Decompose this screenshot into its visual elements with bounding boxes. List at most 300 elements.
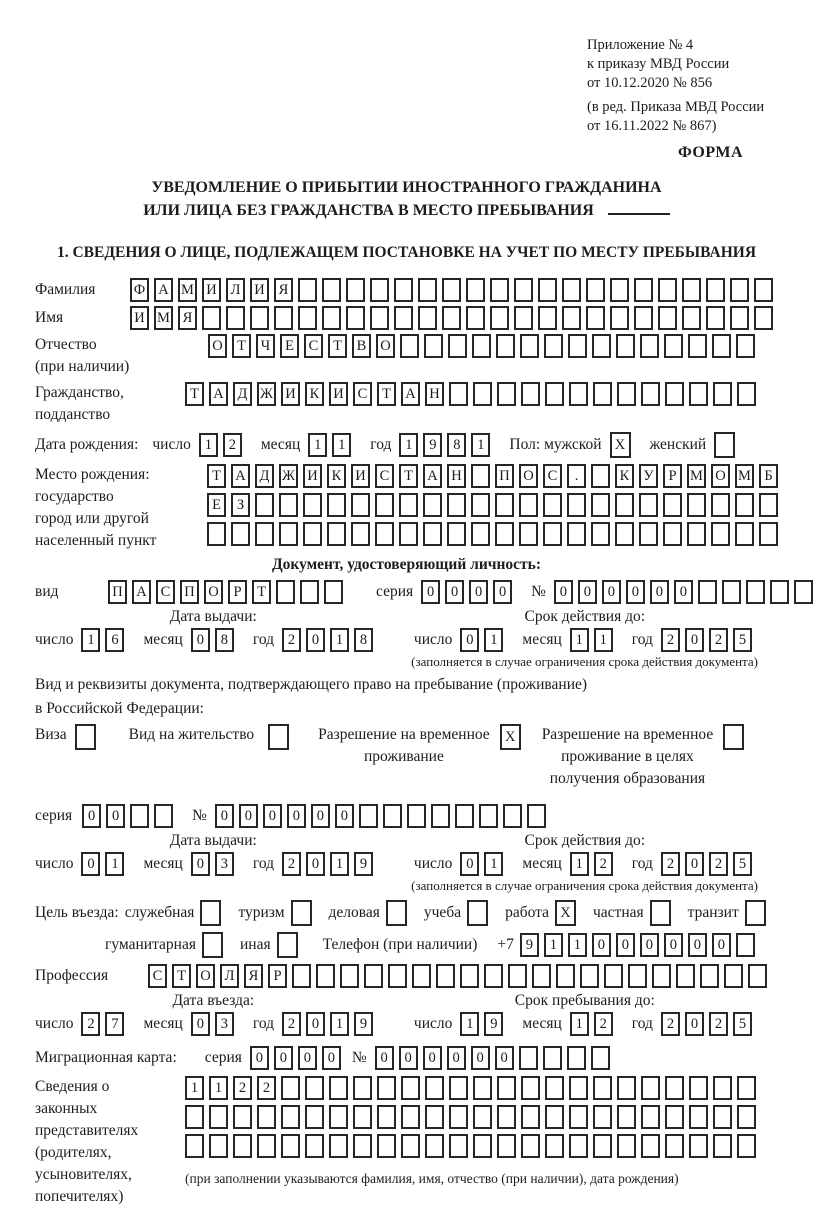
representatives-row1-cells[interactable] — [185, 1076, 761, 1100]
form-cell[interactable] — [375, 493, 394, 517]
form-cell[interactable]: 0 — [592, 933, 611, 957]
surname-cells[interactable] — [130, 278, 778, 302]
form-cell[interactable] — [665, 1076, 684, 1100]
until-month-cells[interactable] — [570, 1012, 618, 1036]
form-cell[interactable]: 0 — [239, 804, 258, 828]
doc-number-cells[interactable] — [554, 580, 818, 604]
form-cell[interactable]: 0 — [81, 852, 100, 876]
form-cell[interactable] — [185, 1105, 204, 1129]
form-cell[interactable]: И — [281, 382, 300, 406]
mc-number-cells[interactable] — [375, 1046, 615, 1070]
form-cell[interactable] — [711, 493, 730, 517]
form-cell[interactable] — [351, 493, 370, 517]
form-cell[interactable] — [472, 334, 491, 358]
form-cell[interactable] — [591, 522, 610, 546]
form-cell[interactable]: И — [202, 278, 221, 302]
form-cell[interactable]: 0 — [298, 1046, 317, 1070]
form-cell[interactable] — [329, 1134, 348, 1158]
form-cell[interactable] — [735, 522, 754, 546]
form-cell[interactable]: 0 — [191, 852, 210, 876]
form-cell[interactable]: X — [500, 724, 521, 750]
form-cell[interactable]: 0 — [335, 804, 354, 828]
form-cell[interactable] — [736, 334, 755, 358]
form-cell[interactable] — [327, 493, 346, 517]
form-cell[interactable] — [471, 493, 490, 517]
form-cell[interactable]: 1 — [332, 433, 351, 457]
form-cell[interactable] — [233, 1105, 252, 1129]
form-cell[interactable]: 0 — [191, 628, 210, 652]
birthdate-day-cells[interactable] — [199, 433, 247, 457]
form-cell[interactable] — [580, 964, 599, 988]
form-cell[interactable] — [425, 1105, 444, 1129]
form-cell[interactable]: Л — [226, 278, 245, 302]
form-cell[interactable] — [495, 522, 514, 546]
form-cell[interactable]: 2 — [661, 852, 680, 876]
form-cell[interactable]: 1 — [568, 933, 587, 957]
form-cell[interactable]: 2 — [661, 628, 680, 652]
form-cell[interactable] — [423, 522, 442, 546]
form-cell[interactable]: Т — [399, 464, 418, 488]
form-cell[interactable]: 1 — [471, 433, 490, 457]
entry-year-cells[interactable] — [282, 1012, 378, 1036]
form-cell[interactable] — [519, 1046, 538, 1070]
form-cell[interactable]: Т — [185, 382, 204, 406]
form-cell[interactable]: 0 — [469, 580, 488, 604]
form-cell[interactable] — [617, 1076, 636, 1100]
form-cell[interactable] — [257, 1134, 276, 1158]
purpose-other-checkbox[interactable] — [277, 932, 303, 958]
form-cell[interactable] — [471, 522, 490, 546]
form-cell[interactable]: 0 — [399, 1046, 418, 1070]
form-cell[interactable] — [519, 522, 538, 546]
form-cell[interactable] — [543, 1046, 562, 1070]
form-cell[interactable] — [586, 278, 605, 302]
form-cell[interactable] — [682, 278, 701, 302]
form-cell[interactable] — [281, 1076, 300, 1100]
form-cell[interactable] — [277, 932, 298, 958]
form-cell[interactable] — [322, 278, 341, 302]
form-cell[interactable] — [449, 1134, 468, 1158]
form-cell[interactable] — [713, 1076, 732, 1100]
form-cell[interactable]: 0 — [685, 1012, 704, 1036]
form-cell[interactable] — [346, 306, 365, 330]
form-cell[interactable] — [226, 306, 245, 330]
form-cell[interactable] — [641, 1076, 660, 1100]
form-cell[interactable]: А — [423, 464, 442, 488]
form-cell[interactable] — [754, 306, 773, 330]
form-cell[interactable] — [340, 964, 359, 988]
form-cell[interactable] — [401, 1076, 420, 1100]
form-cell[interactable] — [209, 1134, 228, 1158]
form-cell[interactable]: 7 — [105, 1012, 124, 1036]
form-cell[interactable] — [442, 278, 461, 302]
form-cell[interactable]: Ж — [279, 464, 298, 488]
form-cell[interactable] — [279, 493, 298, 517]
form-cell[interactable]: Н — [447, 464, 466, 488]
form-cell[interactable] — [279, 522, 298, 546]
form-cell[interactable] — [770, 580, 789, 604]
form-cell[interactable]: 2 — [223, 433, 242, 457]
form-cell[interactable] — [209, 1105, 228, 1129]
form-cell[interactable] — [665, 1105, 684, 1129]
form-cell[interactable] — [448, 334, 467, 358]
sex-male-checkbox[interactable] — [610, 432, 636, 458]
form-cell[interactable]: 0 — [306, 852, 325, 876]
form-cell[interactable] — [207, 522, 226, 546]
phone-cells[interactable] — [520, 933, 760, 957]
issue-month-cells[interactable] — [191, 852, 239, 876]
citizenship-cells[interactable] — [185, 382, 761, 406]
form-cell[interactable] — [745, 900, 766, 926]
form-cell[interactable] — [292, 964, 311, 988]
form-cell[interactable] — [628, 964, 647, 988]
form-cell[interactable] — [593, 1105, 612, 1129]
form-cell[interactable] — [748, 964, 767, 988]
form-cell[interactable] — [754, 278, 773, 302]
form-cell[interactable]: 6 — [105, 628, 124, 652]
form-cell[interactable]: Р — [228, 580, 247, 604]
form-cell[interactable]: И — [130, 306, 149, 330]
form-cell[interactable] — [794, 580, 813, 604]
form-cell[interactable]: 0 — [674, 580, 693, 604]
form-cell[interactable]: Я — [178, 306, 197, 330]
form-cell[interactable] — [255, 522, 274, 546]
form-cell[interactable] — [291, 900, 312, 926]
birthdate-year-cells[interactable] — [399, 433, 495, 457]
form-cell[interactable] — [377, 1105, 396, 1129]
form-cell[interactable] — [652, 964, 671, 988]
form-cell[interactable] — [759, 522, 778, 546]
form-cell[interactable] — [399, 493, 418, 517]
form-cell[interactable]: 0 — [493, 580, 512, 604]
form-cell[interactable]: 0 — [274, 1046, 293, 1070]
form-cell[interactable] — [687, 522, 706, 546]
form-cell[interactable] — [154, 804, 173, 828]
form-cell[interactable] — [617, 382, 636, 406]
form-cell[interactable] — [682, 306, 701, 330]
form-cell[interactable]: 0 — [554, 580, 573, 604]
form-cell[interactable]: 0 — [712, 933, 731, 957]
form-cell[interactable]: 2 — [709, 628, 728, 652]
form-cell[interactable] — [538, 306, 557, 330]
form-cell[interactable] — [527, 804, 546, 828]
form-cell[interactable]: Р — [268, 964, 287, 988]
form-cell[interactable] — [305, 1076, 324, 1100]
form-cell[interactable]: И — [303, 464, 322, 488]
form-cell[interactable] — [386, 900, 407, 926]
form-cell[interactable] — [687, 493, 706, 517]
form-cell[interactable] — [569, 382, 588, 406]
form-cell[interactable]: 9 — [484, 1012, 503, 1036]
form-cell[interactable] — [455, 804, 474, 828]
form-cell[interactable] — [281, 1105, 300, 1129]
form-cell[interactable] — [746, 580, 765, 604]
form-cell[interactable] — [514, 306, 533, 330]
form-cell[interactable] — [569, 1134, 588, 1158]
form-cell[interactable] — [700, 964, 719, 988]
form-cell[interactable] — [640, 334, 659, 358]
form-cell[interactable]: 1 — [570, 628, 589, 652]
form-cell[interactable]: Д — [255, 464, 274, 488]
edu-permit-checkbox[interactable] — [723, 724, 749, 750]
form-cell[interactable] — [401, 1105, 420, 1129]
form-cell[interactable] — [412, 964, 431, 988]
form-cell[interactable] — [503, 804, 522, 828]
form-cell[interactable] — [300, 580, 319, 604]
form-cell[interactable]: 0 — [688, 933, 707, 957]
purpose-study-checkbox[interactable] — [467, 900, 493, 926]
form-cell[interactable]: 0 — [287, 804, 306, 828]
form-cell[interactable]: Д — [233, 382, 252, 406]
residence-series-cells[interactable] — [82, 804, 178, 828]
form-cell[interactable]: А — [231, 464, 250, 488]
form-cell[interactable]: З — [231, 493, 250, 517]
form-cell[interactable]: Р — [663, 464, 682, 488]
form-cell[interactable] — [303, 522, 322, 546]
form-cell[interactable] — [327, 522, 346, 546]
form-cell[interactable]: 1 — [484, 852, 503, 876]
form-cell[interactable] — [202, 932, 223, 958]
birthplace-row2-cells[interactable] — [207, 493, 783, 517]
purpose-official-checkbox[interactable] — [200, 900, 226, 926]
form-cell[interactable]: 0 — [640, 933, 659, 957]
form-cell[interactable] — [713, 1134, 732, 1158]
form-cell[interactable] — [562, 278, 581, 302]
form-cell[interactable] — [383, 804, 402, 828]
form-cell[interactable] — [713, 382, 732, 406]
form-cell[interactable]: 1 — [185, 1076, 204, 1100]
until-year-cells[interactable] — [661, 1012, 757, 1036]
form-cell[interactable] — [447, 522, 466, 546]
form-cell[interactable] — [466, 306, 485, 330]
form-cell[interactable] — [495, 493, 514, 517]
form-cell[interactable]: 0 — [375, 1046, 394, 1070]
form-cell[interactable] — [545, 1105, 564, 1129]
form-cell[interactable]: С — [543, 464, 562, 488]
form-cell[interactable] — [425, 1076, 444, 1100]
purpose-private-checkbox[interactable] — [650, 900, 676, 926]
form-cell[interactable] — [567, 522, 586, 546]
form-cell[interactable] — [689, 1076, 708, 1100]
form-cell[interactable] — [298, 278, 317, 302]
form-cell[interactable] — [724, 964, 743, 988]
form-cell[interactable]: 2 — [709, 852, 728, 876]
form-cell[interactable] — [423, 493, 442, 517]
form-cell[interactable] — [641, 1105, 660, 1129]
form-cell[interactable] — [276, 580, 295, 604]
form-cell[interactable] — [353, 1076, 372, 1100]
form-cell[interactable] — [617, 1105, 636, 1129]
name-cells[interactable] — [130, 306, 778, 330]
form-cell[interactable] — [424, 334, 443, 358]
form-cell[interactable]: О — [519, 464, 538, 488]
form-cell[interactable] — [615, 493, 634, 517]
form-cell[interactable] — [663, 522, 682, 546]
form-cell[interactable] — [568, 334, 587, 358]
form-cell[interactable] — [713, 1105, 732, 1129]
form-cell[interactable]: 2 — [282, 852, 301, 876]
valid-year-cells[interactable] — [661, 628, 757, 652]
form-cell[interactable] — [604, 964, 623, 988]
form-cell[interactable] — [665, 382, 684, 406]
form-cell[interactable] — [663, 493, 682, 517]
form-cell[interactable]: 0 — [471, 1046, 490, 1070]
form-cell[interactable] — [447, 493, 466, 517]
form-cell[interactable] — [255, 493, 274, 517]
form-cell[interactable]: С — [304, 334, 323, 358]
residence-number-cells[interactable] — [215, 804, 551, 828]
valid-year-cells[interactable] — [661, 852, 757, 876]
form-cell[interactable]: 1 — [399, 433, 418, 457]
form-cell[interactable] — [399, 522, 418, 546]
form-cell[interactable] — [641, 1134, 660, 1158]
form-cell[interactable] — [591, 493, 610, 517]
form-cell[interactable] — [460, 964, 479, 988]
form-cell[interactable]: И — [351, 464, 370, 488]
form-cell[interactable] — [591, 1046, 610, 1070]
form-cell[interactable] — [508, 964, 527, 988]
form-cell[interactable] — [329, 1076, 348, 1100]
form-cell[interactable]: Т — [207, 464, 226, 488]
form-cell[interactable] — [281, 1134, 300, 1158]
form-cell[interactable]: Б — [759, 464, 778, 488]
form-cell[interactable] — [436, 964, 455, 988]
form-cell[interactable] — [521, 382, 540, 406]
form-cell[interactable] — [268, 724, 289, 750]
doc-type-cells[interactable] — [108, 580, 348, 604]
entry-day-cells[interactable] — [81, 1012, 129, 1036]
form-cell[interactable]: Ф — [130, 278, 149, 302]
form-cell[interactable] — [543, 493, 562, 517]
form-cell[interactable] — [303, 493, 322, 517]
form-cell[interactable] — [688, 334, 707, 358]
form-cell[interactable] — [639, 522, 658, 546]
form-cell[interactable] — [449, 1076, 468, 1100]
form-cell[interactable]: Т — [252, 580, 271, 604]
form-cell[interactable]: 0 — [460, 628, 479, 652]
form-cell[interactable] — [610, 306, 629, 330]
form-cell[interactable] — [316, 964, 335, 988]
form-cell[interactable]: 0 — [447, 1046, 466, 1070]
form-cell[interactable]: 0 — [664, 933, 683, 957]
form-cell[interactable] — [545, 1076, 564, 1100]
form-cell[interactable] — [497, 1076, 516, 1100]
form-cell[interactable] — [473, 382, 492, 406]
form-cell[interactable]: А — [132, 580, 151, 604]
form-cell[interactable] — [521, 1134, 540, 1158]
birthdate-month-cells[interactable] — [308, 433, 356, 457]
form-cell[interactable] — [377, 1134, 396, 1158]
issue-month-cells[interactable] — [191, 628, 239, 652]
issue-day-cells[interactable] — [81, 852, 129, 876]
form-cell[interactable] — [467, 900, 488, 926]
valid-month-cells[interactable] — [570, 852, 618, 876]
form-cell[interactable] — [497, 382, 516, 406]
form-cell[interactable]: 5 — [733, 852, 752, 876]
form-cell[interactable] — [714, 432, 735, 458]
form-cell[interactable] — [737, 1105, 756, 1129]
form-cell[interactable]: 9 — [520, 933, 539, 957]
form-cell[interactable]: Я — [274, 278, 293, 302]
form-cell[interactable]: 8 — [447, 433, 466, 457]
form-cell[interactable]: 0 — [495, 1046, 514, 1070]
form-cell[interactable]: 2 — [282, 1012, 301, 1036]
form-cell[interactable]: 1 — [330, 852, 349, 876]
form-cell[interactable] — [514, 278, 533, 302]
form-cell[interactable] — [370, 306, 389, 330]
valid-month-cells[interactable] — [570, 628, 618, 652]
form-cell[interactable]: К — [615, 464, 634, 488]
form-cell[interactable] — [449, 382, 468, 406]
birthplace-row1-cells[interactable] — [207, 464, 783, 488]
form-cell[interactable]: X — [610, 432, 631, 458]
form-cell[interactable]: 9 — [354, 852, 373, 876]
form-cell[interactable] — [569, 1076, 588, 1100]
form-cell[interactable] — [324, 580, 343, 604]
form-cell[interactable]: Я — [244, 964, 263, 988]
form-cell[interactable]: А — [209, 382, 228, 406]
form-cell[interactable]: 0 — [311, 804, 330, 828]
form-cell[interactable]: Т — [377, 382, 396, 406]
form-cell[interactable]: 1 — [330, 628, 349, 652]
form-cell[interactable]: В — [352, 334, 371, 358]
form-cell[interactable]: 5 — [733, 1012, 752, 1036]
form-cell[interactable] — [471, 464, 490, 488]
form-cell[interactable]: 3 — [215, 1012, 234, 1036]
form-cell[interactable] — [202, 306, 221, 330]
form-cell[interactable] — [711, 522, 730, 546]
form-cell[interactable]: 1 — [570, 852, 589, 876]
representatives-row3-cells[interactable] — [185, 1134, 761, 1158]
form-cell[interactable] — [466, 278, 485, 302]
form-cell[interactable] — [532, 964, 551, 988]
form-cell[interactable]: 0 — [626, 580, 645, 604]
form-cell[interactable] — [543, 522, 562, 546]
form-cell[interactable]: 1 — [570, 1012, 589, 1036]
patronymic-cells[interactable] — [208, 334, 760, 358]
form-cell[interactable] — [329, 1105, 348, 1129]
form-cell[interactable]: К — [327, 464, 346, 488]
form-cell[interactable]: Ж — [257, 382, 276, 406]
form-cell[interactable]: А — [154, 278, 173, 302]
form-cell[interactable] — [586, 306, 605, 330]
purpose-work-checkbox[interactable] — [555, 900, 581, 926]
form-cell[interactable] — [185, 1134, 204, 1158]
birthplace-row3-cells[interactable] — [207, 522, 783, 546]
form-cell[interactable]: 0 — [650, 580, 669, 604]
form-cell[interactable]: 5 — [733, 628, 752, 652]
form-cell[interactable] — [567, 493, 586, 517]
form-cell[interactable] — [689, 1105, 708, 1129]
form-cell[interactable] — [736, 933, 755, 957]
form-cell[interactable]: 0 — [445, 580, 464, 604]
form-cell[interactable] — [730, 306, 749, 330]
form-cell[interactable] — [377, 1076, 396, 1100]
form-cell[interactable]: 3 — [215, 852, 234, 876]
form-cell[interactable]: М — [178, 278, 197, 302]
form-cell[interactable] — [479, 804, 498, 828]
form-cell[interactable]: М — [735, 464, 754, 488]
issue-day-cells[interactable] — [81, 628, 129, 652]
form-cell[interactable]: 2 — [257, 1076, 276, 1100]
form-cell[interactable]: 1 — [460, 1012, 479, 1036]
form-cell[interactable] — [706, 306, 725, 330]
temp-permit-checkbox[interactable] — [500, 724, 526, 750]
form-cell[interactable] — [490, 278, 509, 302]
form-cell[interactable] — [569, 1105, 588, 1129]
form-cell[interactable] — [562, 306, 581, 330]
form-cell[interactable]: 0 — [82, 804, 101, 828]
